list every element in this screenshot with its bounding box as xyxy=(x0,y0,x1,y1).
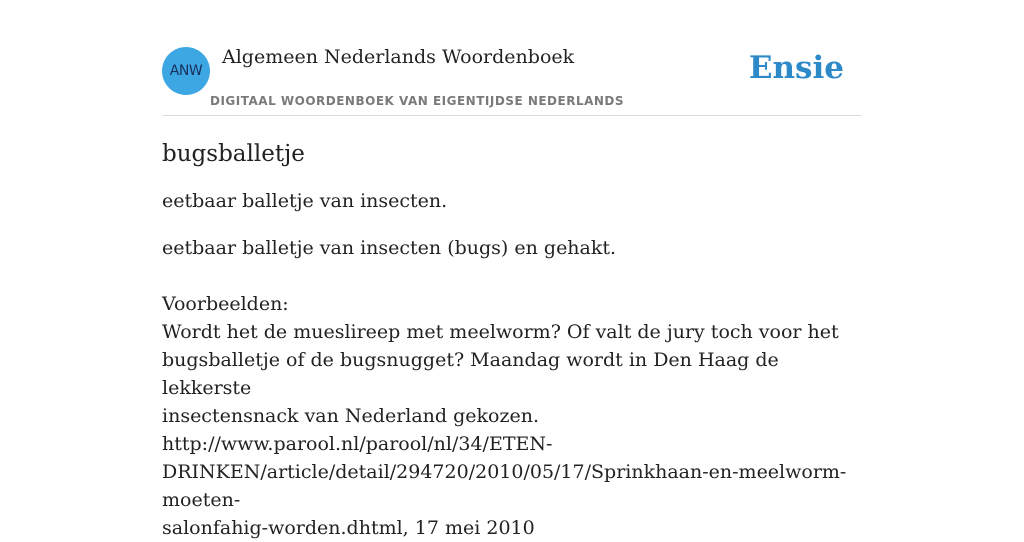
example-line: insectensnack van Nederland gekozen. xyxy=(162,405,540,427)
source-line: DRINKEN/article/detail/294720/2010/05/17/Sprinkhaan-en-meelworm-moeten- xyxy=(162,461,847,511)
example-line: Wordt het de mueslireep met meelworm? Of valt de jury toch voor het xyxy=(162,321,839,343)
source-line: http://www.parool.nl/parool/nl/34/ETEN- xyxy=(162,433,553,455)
examples-label: Voorbeelden: xyxy=(162,293,289,315)
spacer xyxy=(162,262,862,290)
anw-logo[interactable]: ANW xyxy=(162,47,210,95)
site-header xyxy=(162,45,862,116)
site-title[interactable]: Algemeen Nederlands Woordenboek xyxy=(222,46,575,68)
long-definition: eetbaar balletje van insecten (bugs) en gehakt. xyxy=(162,237,617,259)
entry-content xyxy=(162,137,862,542)
short-definition: eetbaar balletje van insecten. xyxy=(162,190,448,212)
ensie-brand-logo[interactable]: Ensie xyxy=(748,50,844,86)
entry-headword: bugsballetje xyxy=(162,141,305,167)
long-definition-block xyxy=(162,234,862,542)
source-line: salonfahig-worden.dhtml, 17 mei 2010 xyxy=(162,517,535,539)
example-line: bugsballetje of de bugsnugget? Maandag wordt in Den Haag de lekkerste xyxy=(162,349,779,399)
site-subtitle: DIGITAAL WOORDENBOEK VAN EIGENTIJDSE NEDERLANDS xyxy=(210,94,625,108)
